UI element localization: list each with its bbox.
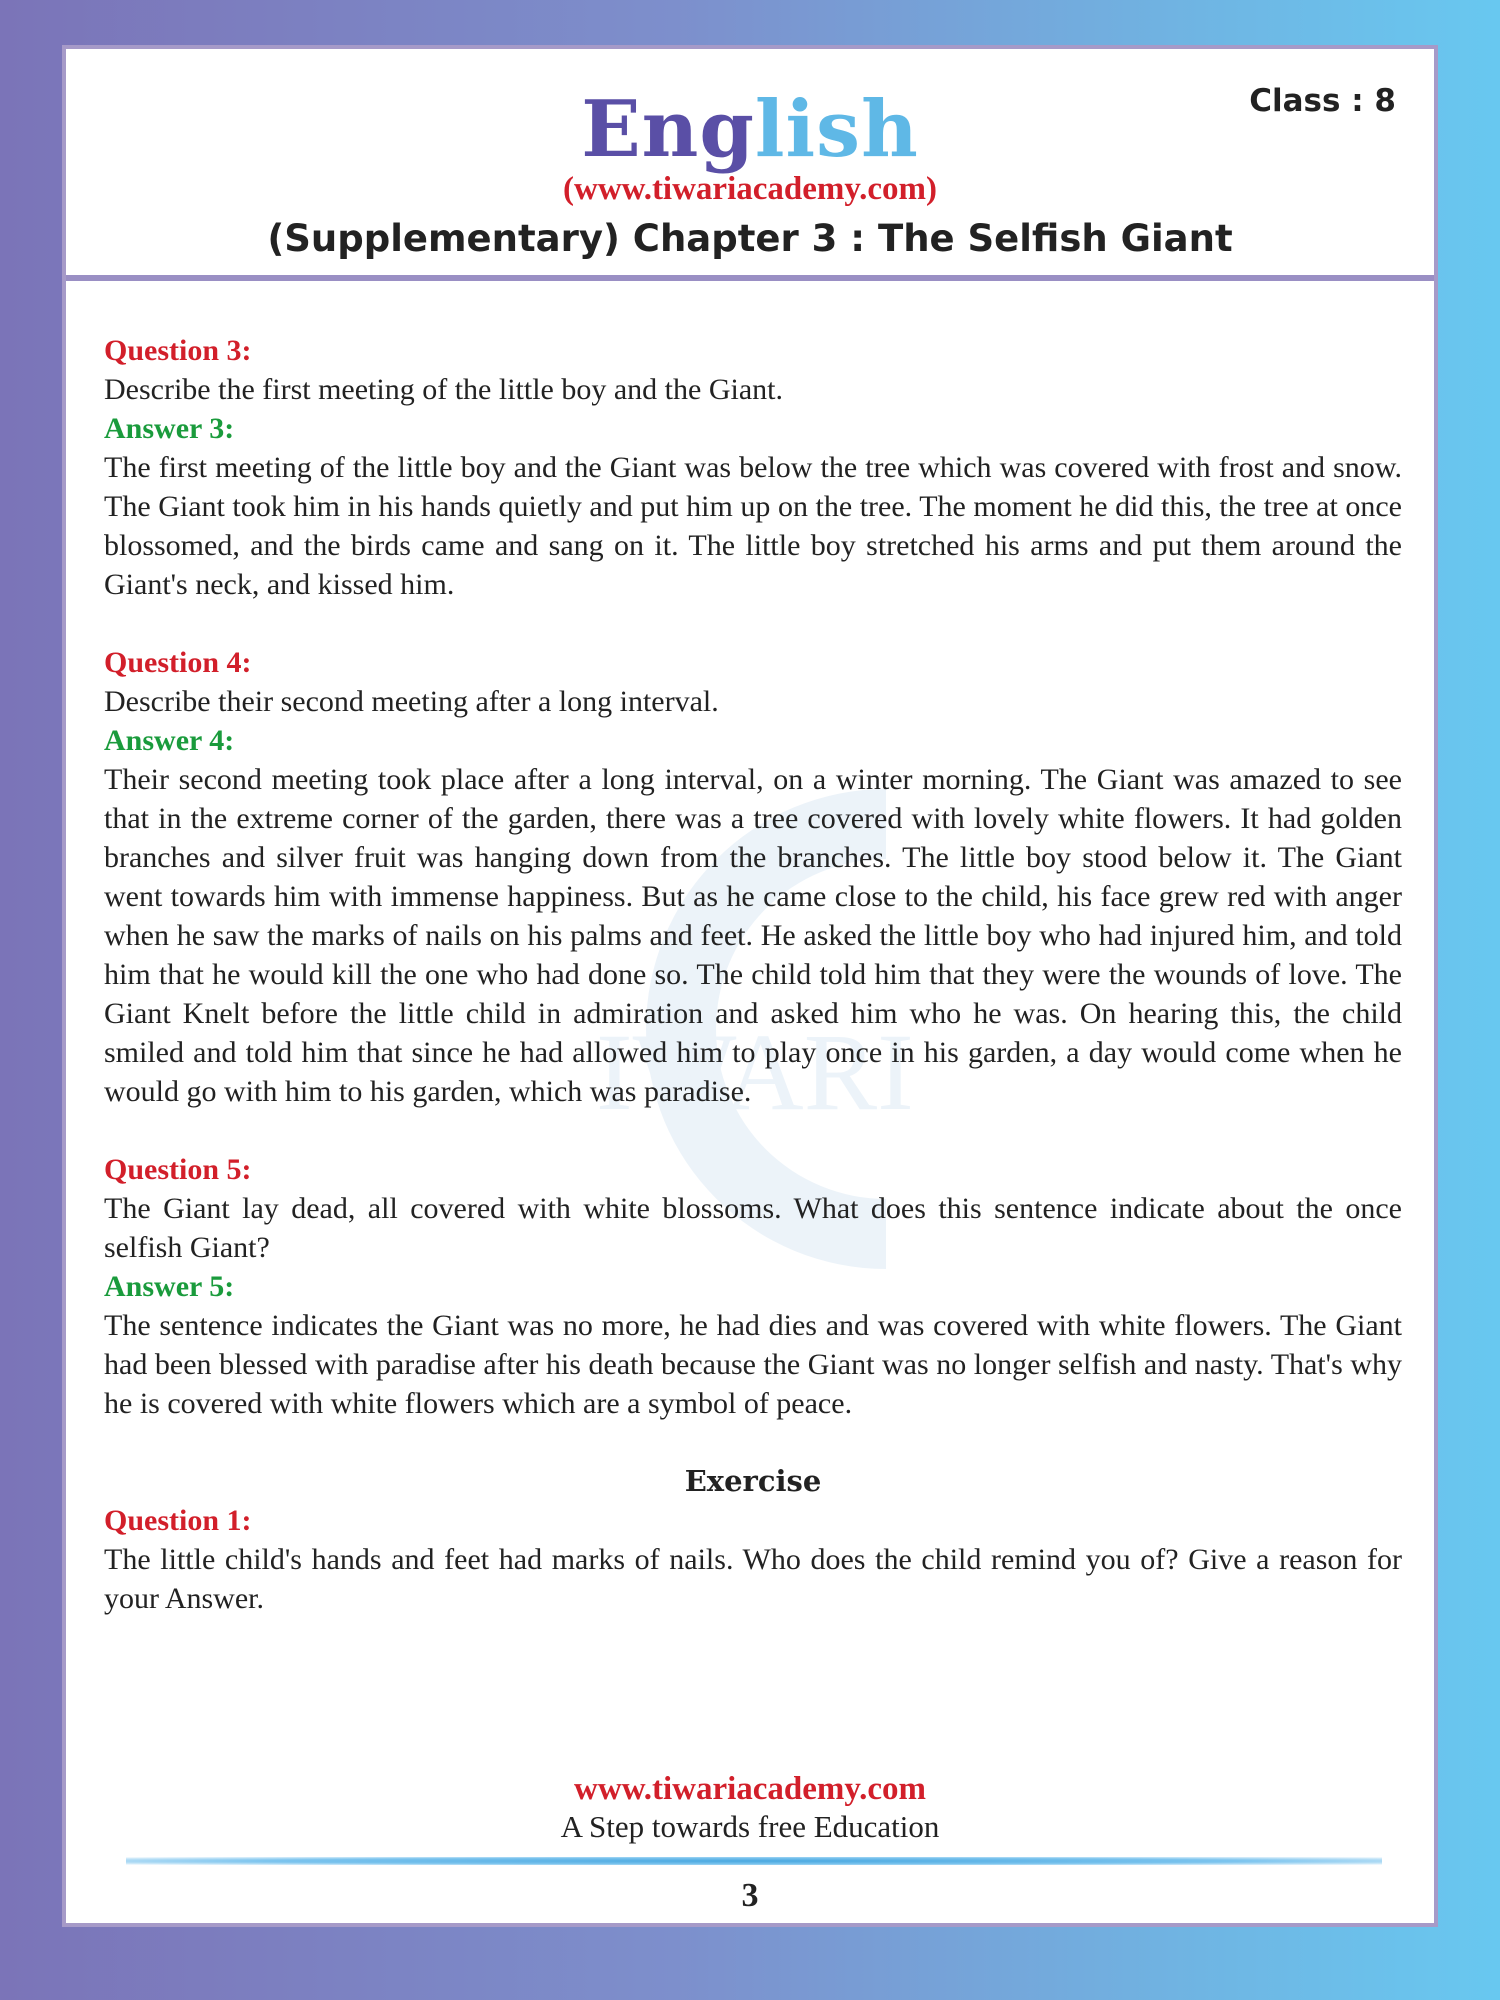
exercise-heading: Exercise: [684, 1464, 822, 1498]
class-label: Class : 8: [1249, 83, 1396, 119]
qa-content: [104, 331, 1402, 1618]
footer-website: www.tiwariacademy.com: [574, 1771, 926, 1807]
subject-title-part2: lish: [754, 84, 919, 175]
header-website: (www.tiwariacademy.com): [563, 171, 937, 207]
footer-divider: [126, 1857, 1382, 1865]
answer-4-label: Answer 4:: [104, 724, 235, 757]
exercise-question-1-label: Question 1:: [104, 1504, 252, 1537]
subject-title: [66, 84, 1434, 175]
watermark-text: IWARI: [596, 1011, 914, 1133]
question-4-label: Question 4:: [104, 646, 252, 679]
answer-5-label: Answer 5:: [104, 1270, 235, 1303]
page-number: 3: [741, 1877, 759, 1914]
question-3-text: Describe the first meeting of the little boy and the Giant.: [104, 373, 783, 406]
page-header: [66, 49, 1434, 281]
question-3-label: Question 3:: [104, 334, 252, 367]
answer-3-text: The first meeting of the little boy and the Giant was below the tree which was covered with frost and snow. The Giant took him in his hands quietly and put him up on the tree. The moment he did this, the tree at once blossomed, and the birds came and sang on it. The little boy stretched his arms and put them around the Giant's neck, and kissed him.: [104, 451, 1402, 601]
question-4-text: Describe their second meeting after a long interval.: [104, 685, 719, 718]
answer-5-text: The sentence indicates the Giant was no more, he had dies and was covered with white flowers. The Giant had been blessed with paradise after his death because the Giant was no longer selfish and nasty. That's why he is covered with white flowers which are a symbol of peace.: [104, 1309, 1402, 1420]
answer-4-text: Their second meeting took place after a long interval, on a winter morning. The Giant was amazed to see that in the extreme corner of the garden, there was a tree covered with lovely white flowers. It had golden branches and silver fruit was hanging down from the branches. The little boy stood below it. The Giant went towards him with immense happiness. But as he came close to the child, his face grew red with anger when he saw the marks of nails on his palms and feet. He asked the little boy who had injured him, and told him that he would kill the one who had done so. The child told him that they were the wounds of love. The Giant Knelt before the little child in admiration and asked him who he was. On hearing this, the child smiled and told him that since he had allowed him to play once in his garden, a day would come when he would go with him to his garden, which was paradise.: [104, 763, 1402, 1108]
document-page: [62, 45, 1438, 1927]
exercise-question-1-text: The little child's hands and feet had marks of nails. Who does the child remind you of? Give a reason for your Answer.: [104, 1543, 1402, 1615]
subject-title-part1: Eng: [581, 84, 755, 175]
footer-tagline: A Step towards free Education: [560, 1809, 940, 1844]
chapter-title: (Supplementary) Chapter 3 : The Selfish Giant: [267, 217, 1233, 260]
question-5-text: The Giant lay dead, all covered with white blossoms. What does this sentence indicate about the once selfish Giant?: [104, 1192, 1402, 1264]
question-5-label: Question 5:: [104, 1153, 252, 1186]
answer-3-label: Answer 3:: [104, 412, 235, 445]
